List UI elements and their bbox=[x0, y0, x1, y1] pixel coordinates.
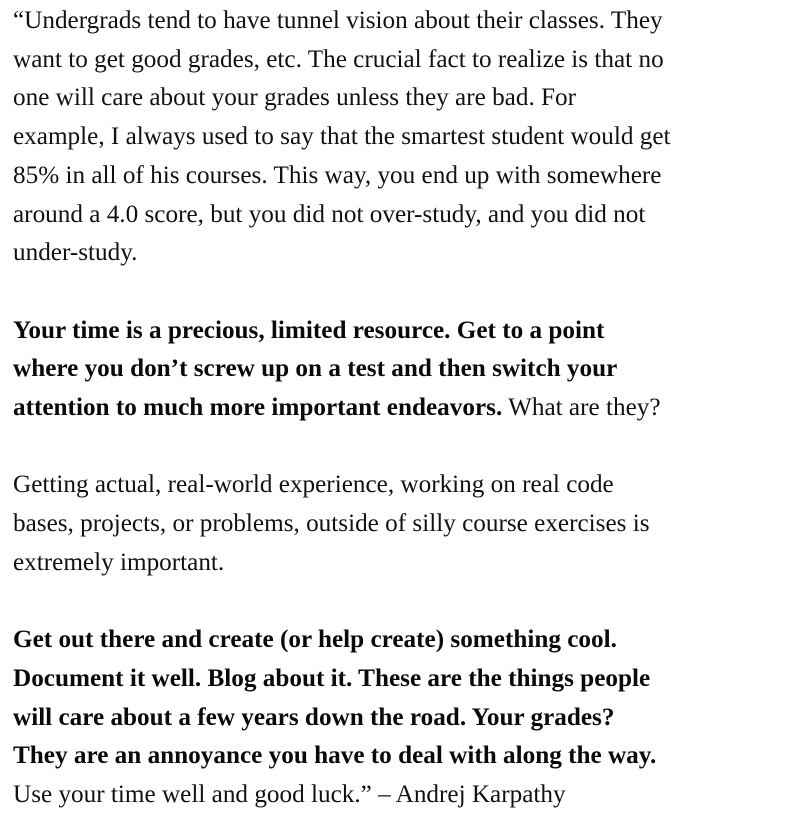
paragraph-create-something-cool bbox=[13, 621, 778, 815]
bold-text-run: will care about a few years down the road. Your grades? bbox=[13, 703, 615, 731]
text-line bbox=[13, 118, 778, 157]
text-line bbox=[13, 196, 778, 235]
text-line bbox=[13, 699, 778, 738]
text-line bbox=[13, 79, 778, 118]
text-line bbox=[13, 544, 778, 583]
text-line bbox=[13, 505, 778, 544]
text-line bbox=[13, 157, 778, 196]
bold-text-run: attention to much more important endeavors. bbox=[13, 394, 503, 422]
text-line bbox=[13, 234, 778, 273]
bold-text-run: They are an annoyance you have to deal with along the way. bbox=[13, 742, 657, 770]
text-run: “Undergrads tend to have tunnel vision about their classes. They bbox=[13, 7, 663, 34]
text-line bbox=[13, 312, 778, 351]
attribution-line bbox=[13, 776, 778, 815]
bold-text-run: Your time is a precious, limited resource. Get to a point bbox=[13, 316, 605, 344]
text-run: one will care about your grades unless they are bad. For bbox=[13, 84, 577, 112]
text-line bbox=[13, 737, 778, 776]
text-run: around a 4.0 score, but you did not over-study, and you did not bbox=[13, 200, 646, 228]
text-line bbox=[13, 2, 778, 41]
text-run: What are they? bbox=[502, 394, 661, 422]
bold-text-run: Document it well. Blog about it. These are the things people bbox=[13, 664, 651, 692]
paragraph-real-world-experience bbox=[13, 466, 778, 582]
paragraph-time-is-precious bbox=[13, 312, 778, 428]
text-run: want to get good grades, etc. The crucial fact to realize is that no bbox=[13, 45, 664, 73]
text-line bbox=[13, 466, 778, 505]
text-line bbox=[13, 350, 778, 389]
text-run: extremely important. bbox=[13, 548, 225, 576]
text-run: Getting actual, real-world experience, working on real code bbox=[13, 471, 614, 499]
text-line bbox=[13, 389, 778, 428]
text-run: 85% in all of his courses. This way, you end up with somewhere bbox=[13, 161, 662, 189]
bold-text-run: where you don’t screw up on a test and then switch your bbox=[13, 355, 618, 383]
text-run: bases, projects, or problems, outside of silly course exercises is bbox=[13, 510, 650, 538]
text-line bbox=[13, 621, 778, 660]
bold-text-run: Get out there and create (or help create) something cool. bbox=[13, 626, 617, 654]
text-line bbox=[13, 41, 778, 80]
text-run: Use your time well and good luck.” – Andrej Karpathy bbox=[13, 781, 566, 809]
text-run: under-study. bbox=[13, 239, 138, 267]
text-line bbox=[13, 660, 778, 699]
text-run: example, I always used to say that the smartest student would get bbox=[13, 123, 671, 151]
paragraph-grades-tunnel-vision bbox=[13, 2, 778, 273]
